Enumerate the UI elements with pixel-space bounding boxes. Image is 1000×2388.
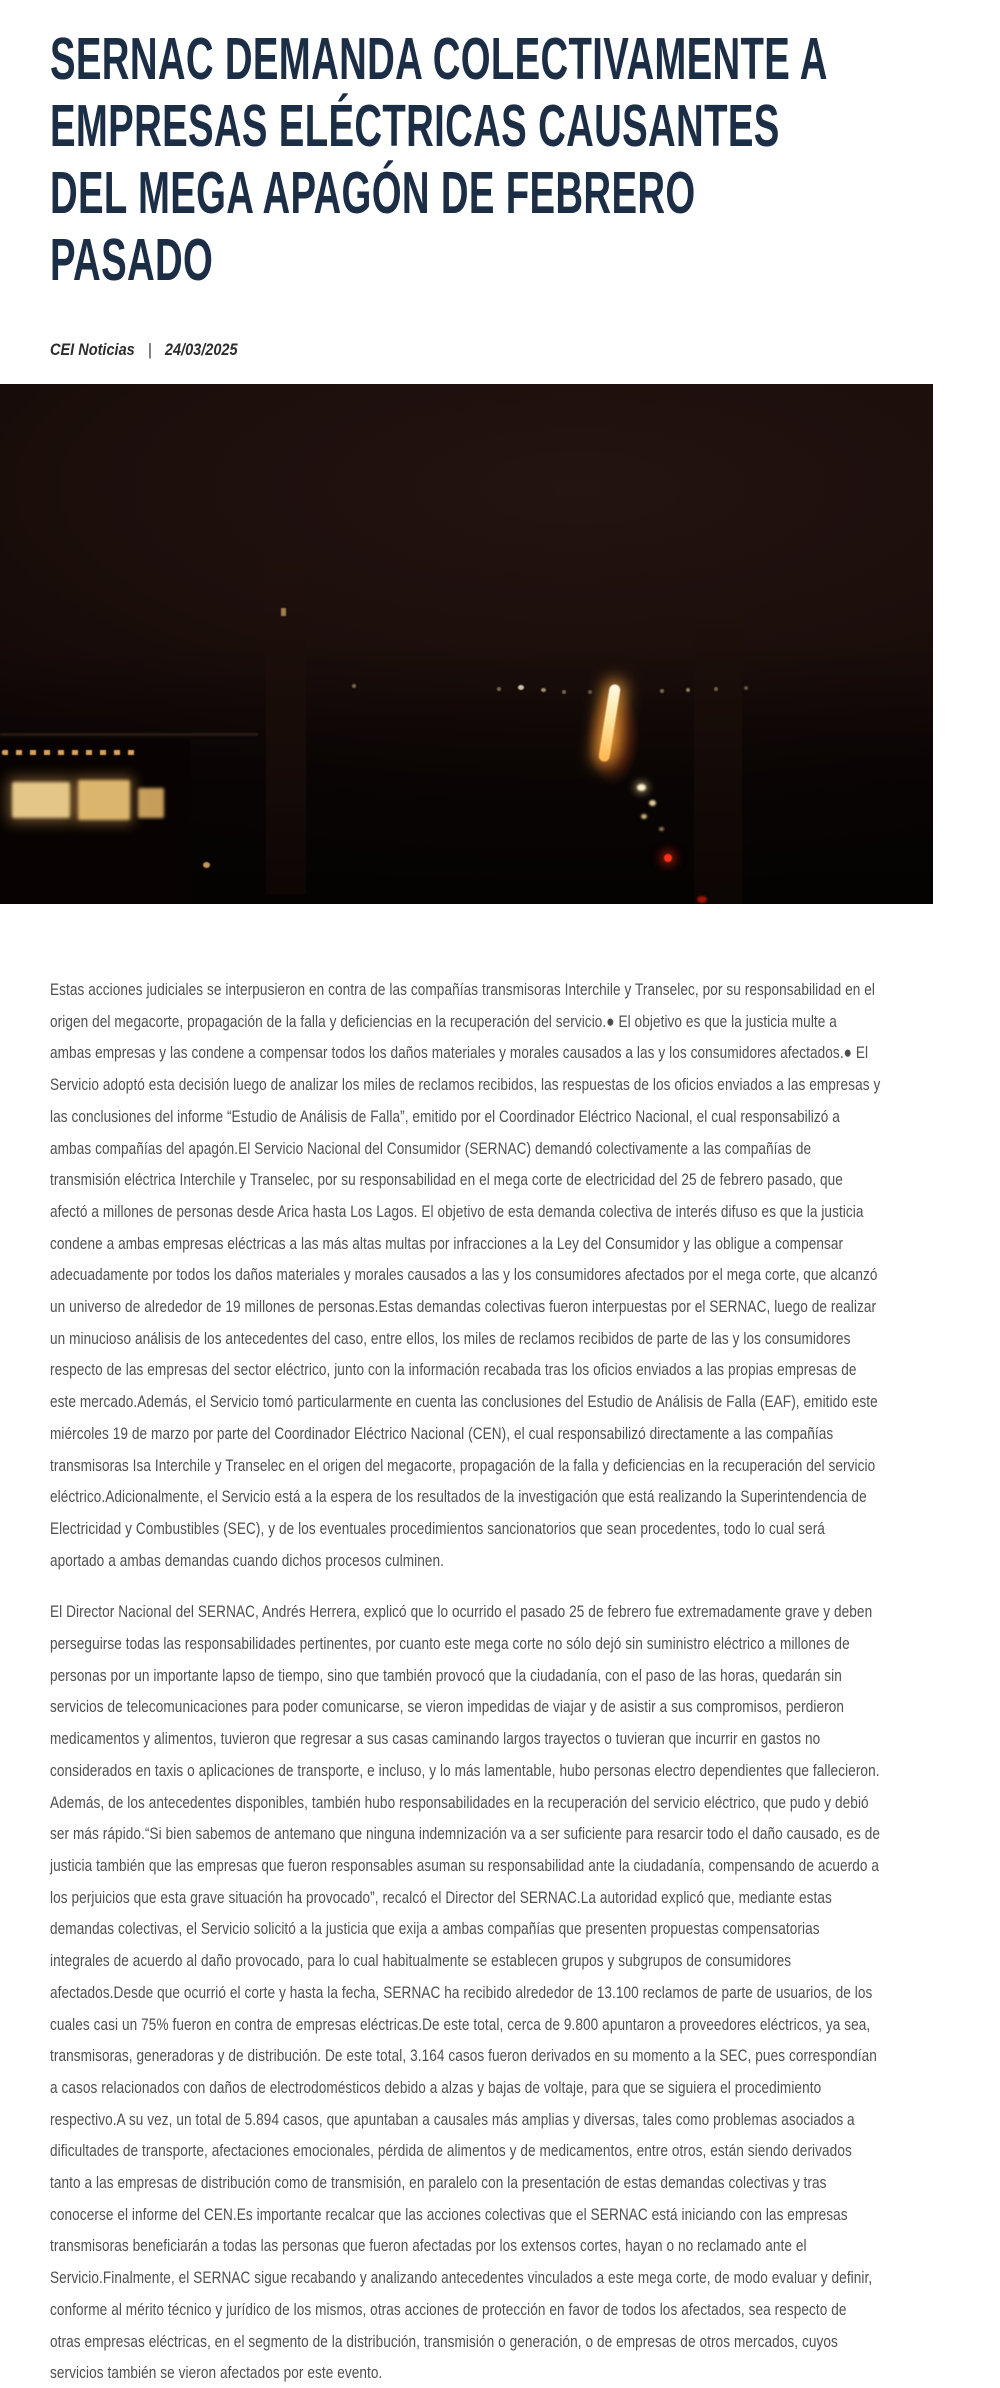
distant-light-dot bbox=[518, 685, 524, 690]
building-light-strip bbox=[2, 750, 142, 755]
distant-light-dot bbox=[660, 689, 664, 693]
red-tail-light bbox=[697, 896, 707, 903]
byline bbox=[50, 341, 578, 360]
article-body bbox=[50, 974, 880, 2388]
building-window-light bbox=[78, 780, 130, 820]
page-title bbox=[50, 26, 953, 294]
byline-date: 24/03/2025 bbox=[164, 341, 238, 359]
byline-source: CEI Noticias bbox=[50, 341, 135, 359]
tower-silhouette bbox=[266, 562, 306, 894]
blackout-night-photo bbox=[0, 384, 933, 904]
page-title-line-2: EMPRESAS ELÉCTRICAS CAUSANTES bbox=[50, 93, 780, 159]
car-headlight bbox=[649, 800, 656, 806]
building-roofline bbox=[0, 733, 258, 736]
distant-light-dot bbox=[562, 690, 566, 694]
red-tail-light bbox=[664, 854, 672, 862]
distant-light-dot bbox=[352, 684, 356, 688]
building-silhouette bbox=[0, 739, 190, 904]
article-paragraph-1: Estas acciones judiciales se interpusieron en contra de las compañías transmisoras Interchile y Transelec, por su responsabilidad en el origen del megacorte, propagación de la falla y deficiencias en la recuperación del servicio.● El objetivo es que la justicia multe a ambas empresas y las condene a compensar todos los daños materiales y morales causados a las y los consumidores afectados.● El Servicio adoptó esta decisión luego de analizar los miles de reclamos recibidos, las respuestas de los oficios enviados a las empresas y las conclusiones del informe “Estudio de Análisis de Falla”, emitido por el Coordinador Eléctrico Nacional, el cual responsabilizó a ambas compañías del apagón.El Servicio Nacional del Consumidor (SERNAC) demandó colectivamente a las compañías de transmisión eléctrica Interchile y Transelec, por su responsabilidad en el mega corte de electricidad del 25 de febrero pasado, que afectó a millones de personas desde Arica hasta Los Lagos. El objetivo de esta demanda colectiva de interés difuso es que la justicia condene a ambas empresas eléctricas a las más altas multas por infracciones a la Ley del Consumidor y las obligue a compensar adecuadamente por todos los daños materiales y morales causados a las y los consumidores afectados por el mega corte, que alcanzó un universo de alrededor de 19 millones de personas.Estas demandas colectivas fueron interpuestas por el SERNAC, luego de realizar un minucioso análisis de los antecedentes del caso, entre ellos, los miles de reclamos recibidos de parte de las y los consumidores respecto de las empresas del sector eléctrico, junto con la información recabada tras los oficios enviados a las propias empresas de este mercado.Además, el Servicio tomó particularmente en cuenta las conclusiones del Estudio de Análisis de Falla (EAF), emitido este miércoles 19 de marzo por parte del Coordinador Eléctrico Nacional (CEN), el cual responsabilizó directamente a las compañías transmisoras Isa Interchile y Transelec en el origen del megacorte, propagación de la falla y deficiencias en la recuperación del servicio eléctrico.Adicionalmente, el Servicio está a la espera de los resultados de la investigación que está realizando la Superintendencia de Electricidad y Combustibles (SEC), y de los eventuales procedimientos sancionatorios que sean procedentes, todo lo cual será aportado a ambas demandas cuando dichos procesos culminen. bbox=[50, 980, 881, 1570]
pole-silhouette bbox=[694, 609, 742, 904]
distant-light-dot bbox=[497, 687, 501, 691]
page-title-line-1: SERNAC DEMANDA COLECTIVAMENTE A bbox=[50, 26, 828, 92]
byline-separator: | bbox=[147, 341, 152, 359]
small-light-dot bbox=[203, 862, 210, 868]
building-window-light bbox=[138, 788, 164, 818]
distant-light-dot bbox=[744, 686, 748, 690]
car-headlight bbox=[641, 814, 647, 819]
distant-light-dot bbox=[714, 687, 718, 691]
building-window-light bbox=[12, 782, 70, 818]
tower-light-dot bbox=[281, 608, 286, 616]
distant-light-dot bbox=[686, 688, 690, 692]
page-title-line-3: DEL MEGA APAGÓN DE FEBRERO bbox=[50, 160, 696, 226]
page-title-line-4: PASADO bbox=[50, 227, 214, 293]
article-paragraph-2: El Director Nacional del SERNAC, Andrés Herrera, explicó que lo ocurrido el pasado 25 de febrero fue extremadamente grave y deben perseguirse todas las responsabilidades pertinentes, por cuanto este mega corte no sólo dejó sin suministro eléctrico a millones de personas por un importante lapso de tiempo, sino que también provocó que la ciudadanía, con el paso de las horas, quedarán sin servicios de telecomunicaciones para poder comunicarse, se vieron impedidas de viajar y de asistir a sus compromisos, perdieron medicamentos y alimentos, tuvieron que regresar a sus casas caminando largos trayectos o tuvieran que incurrir en gastos no considerados en taxis o aplicaciones de transporte, e incluso, y lo más lamentable, hubo personas electro dependientes que fallecieron. Además, de los antecedentes disponibles, también hubo responsabilidades en la recuperación del servicio eléctrico, que pudo y debió ser más rápido.“Si bien sabemos de antemano que ninguna indemnización va a ser suficiente para resarcir todo el daño causado, es de justicia también que las empresas que fueron responsables asuman su responsabilidad ante la ciudadanía, compensando de acuerdo a los perjuicios que esta grave situación ha provocado”, recalcó el Director del SERNAC.La autoridad explicó que, mediante estas demandas colectivas, el Servicio solicitó a la justicia que exija a ambas compañías que presenten propuestas compensatorias integrales de acuerdo al daño provocado, para lo cual habitualmente se establecen grupos y subgrupos de consumidores afectados.Desde que ocurrió el corte y hasta la fecha, SERNAC ha recibido alrededor de 13.100 reclamos de parte de usuarios, de los cuales casi un 75% fueron en contra de empresas eléctricas.De este total, cerca de 9.800 apuntaron a proveedores eléctricos, ya sea, transmisoras, generadoras y de distribución. De este total, 3.164 casos fueron derivados en su momento a la SEC, pues correspondían a casos relacionados con daños de electrodomésticos debido a alzas y bajas de voltaje, para que se siguiera el procedimiento respectivo.A su vez, un total de 5.894 casos, que apuntaban a causales más amplias y diversas, tales como problemas asociados a dificultades de transporte, afectaciones emocionales, pérdida de alimentos y de medicamentos, entre otros, están siendo derivados tanto a las empresas de distribución como de transmisión, en paralelo con la presentación de estas demandas colectivas y tras conocerse el informe del CEN.Es importante recalcar que las acciones colectivas que el SERNAC está iniciando con las empresas transmisoras beneficiarán a todas las personas que fueron afectadas por los extensos cortes, hayan o no reclamado ante el Servicio.Finalmente, el SERNAC sigue recabando y analizando antecedentes vinculados a este mega corte, de modo evaluar y definir, conforme al mérito técnico y jurídico de los mismos, otras acciones de protección en favor de todos los afectados, sea respecto de otras empresas eléctricas, en el segmento de la distribución, transmisión o generación, o de empresas de otros mercados, cuyos servicios también se vieron afectados por este evento. bbox=[50, 1602, 880, 2383]
car-headlight bbox=[637, 784, 646, 791]
car-headlight bbox=[659, 827, 664, 831]
distant-light-dot bbox=[541, 688, 546, 692]
